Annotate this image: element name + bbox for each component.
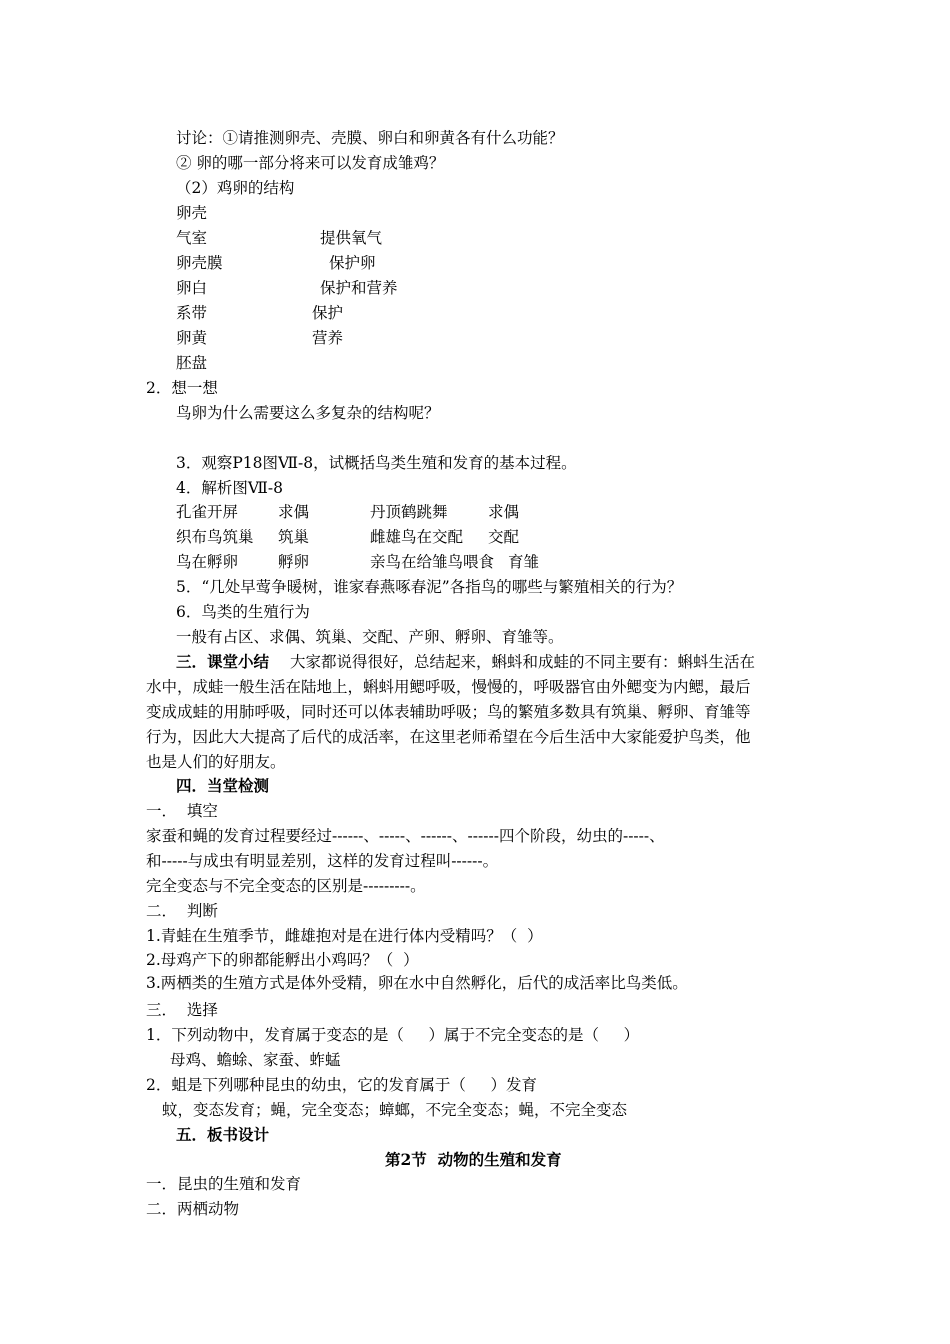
egg-part: 胚盘 xyxy=(176,354,208,372)
think-heading: 2．想一想 xyxy=(146,379,218,397)
egg-part-function: 提供氧气 xyxy=(320,229,383,247)
egg-part: 卵白 xyxy=(176,279,208,297)
fill-line: 完全变态与不完全变态的区别是---------。 xyxy=(146,877,426,895)
analysis-cell: 求偶 xyxy=(278,503,310,521)
observe-question: 3．观察P18图Ⅶ-8，试概括鸟类生殖和发育的基本过程。 xyxy=(176,454,577,472)
discussion-question-2: ② 卵的哪一部分将来可以发育成雏鸡？ xyxy=(176,154,445,172)
egg-part: 系带 xyxy=(176,304,208,322)
judge-item: 2.母鸡产下的卵都能孵出小鸡吗？（ ） xyxy=(146,951,419,969)
behavior-heading: 6．鸟类的生殖行为 xyxy=(176,603,310,621)
fill-heading: 一． 填空 xyxy=(146,802,218,820)
analysis-cell: 雌雄鸟在交配 xyxy=(370,528,464,546)
analysis-cell: 丹顶鹤跳舞 xyxy=(370,503,448,521)
summary-line: 也是人们的好朋友。 xyxy=(146,753,286,771)
analysis-cell: 育雏 xyxy=(508,553,540,571)
choice-item: 1．下列动物中，发育属于变态的是（ ）属于不完全变态的是（ ） xyxy=(146,1026,640,1044)
analysis-cell: 孔雀开屏 xyxy=(176,503,239,521)
summary-line: 变成成蛙的用肺呼吸，同时还可以体表辅助呼吸；鸟的繁殖多数具有筑巢、孵卵、育雏等 xyxy=(146,703,751,721)
choice-options: 蚊，变态发育；蝇，完全变态；蟑螂，不完全变态；蝇，不完全变态 xyxy=(162,1101,628,1119)
analysis-heading: 4．解析图Ⅶ-8 xyxy=(176,479,283,497)
egg-part: 气室 xyxy=(176,229,208,247)
think-question: 鸟卵为什么需要这么多复杂的结构呢？ xyxy=(176,404,440,422)
egg-part: 卵黄 xyxy=(176,329,208,347)
board-item: 二．两栖动物 xyxy=(146,1200,240,1218)
test-heading: 四．当堂检测 xyxy=(176,776,270,795)
analysis-cell: 求偶 xyxy=(488,503,520,521)
egg-part-function: 营养 xyxy=(312,329,344,347)
judge-item: 3.两栖类的生殖方式是体外受精，卵在水中自然孵化，后代的成活率比鸟类低。 xyxy=(146,974,688,992)
choice-options: 母鸡、蟾蜍、家蚕、蚱蜢 xyxy=(170,1051,341,1069)
judge-item: 1.青蛙在生殖季节，雌雄抱对是在进行体内受精吗？（ ） xyxy=(146,927,543,945)
egg-part-function: 保护 xyxy=(312,304,344,322)
analysis-cell: 孵卵 xyxy=(278,553,310,571)
board-heading: 五．板书设计 xyxy=(176,1125,270,1144)
choice-item: 2．蛆是下列哪种昆虫的幼虫，它的发育属于（ ）发育 xyxy=(146,1076,537,1094)
fill-line: 和-----与成虫有明显差别，这样的发育过程叫------。 xyxy=(146,852,499,870)
discussion-question-1: 讨论：①请推测卵壳、壳膜、卵白和卵黄各有什么功能？ xyxy=(176,129,564,147)
board-title: 第2节 动物的生殖和发育 xyxy=(385,1150,562,1169)
summary-heading: 三．课堂小结 xyxy=(176,652,270,671)
summary-line: 行为，因此大大提高了后代的成活率，在这里老师希望在今后生活中大家能爱护鸟类，他 xyxy=(146,728,751,746)
egg-part-function: 保护卵 xyxy=(329,254,376,272)
analysis-cell: 鸟在孵卵 xyxy=(176,553,239,571)
behavior-text: 一般有占区、求偶、筑巢、交配、产卵、孵卵、育雏等。 xyxy=(176,628,564,646)
fill-line: 家蚕和蝇的发育过程要经过------、-----、------、------四个阶段，幼虫的-----、 xyxy=(146,827,665,845)
analysis-cell: 亲鸟在给雏鸟喂食 xyxy=(370,553,495,571)
choice-heading: 三． 选择 xyxy=(146,1001,218,1019)
analysis-cell: 筑巢 xyxy=(278,528,310,546)
analysis-cell: 织布鸟筑巢 xyxy=(176,528,254,546)
summary-line: 大家都说得很好，总结起来，蝌蚪和成蛙的不同主要有：蝌蚪生活在 xyxy=(290,653,756,671)
egg-part: 卵壳膜 xyxy=(176,254,223,272)
egg-part: 卵壳 xyxy=(176,204,208,222)
summary-line: 水中，成蛙一般生活在陆地上，蝌蚪用鳃呼吸，慢慢的，呼吸器官由外鳃变为内鳃，最后 xyxy=(146,678,751,696)
egg-structure-heading: （2）鸡卵的结构 xyxy=(176,179,295,197)
poem-question: 5．“几处早莺争暖树，谁家春燕啄春泥”各指鸟的哪些与繁殖相关的行为？ xyxy=(176,578,683,596)
judge-heading: 二． 判断 xyxy=(146,902,218,920)
board-item: 一．昆虫的生殖和发育 xyxy=(146,1175,302,1193)
analysis-cell: 交配 xyxy=(488,528,520,546)
egg-part-function: 保护和营养 xyxy=(320,279,398,297)
